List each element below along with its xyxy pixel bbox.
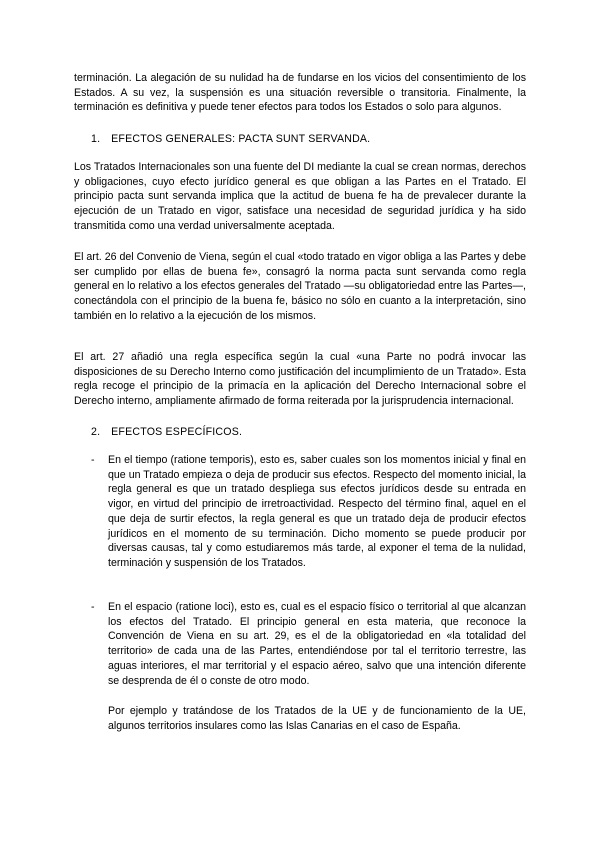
section-title: EFECTOS ESPECÍFICOS. [111,426,243,438]
paragraph-art-26: El art. 26 del Convenio de Viena, según el cual «todo tratado en vigor obliga a las Partes y debe ser cumplido por ellas de buena fe», consagró la norma pacta sunt servanda como regla general en lo relativo a los efectos generales del Tratado —su obligatoriedad entre las Partes—, conectándola con el principio de la buena fe, básico no sólo en cuanto a la interpretación, sino también en lo relativo a la ejecución de los mismos. [74,251,526,322]
section-heading-1 [91,132,521,147]
section-heading-2 [91,425,521,440]
paragraph-art-27: El art. 27 añadió una regla específica según la cual «una Parte no podrá invocar las disposiciones de su Derecho Interno como justificación del incumplimiento de un Tratado». Esta regla recoge el principio de la primacía en la aplicación del Derecho Internacional sobre el Derecho interno, ampliamente afirmado de forma reiterada por la jurisprudencia internacional. [74,351,526,408]
list-item-text: En el tiempo (ratione temporis), esto es, saber cuales son los momentos inicial y final en que un Tratado empieza o deja de producir sus efectos. Respecto del momento inicial, la regla general es que un tratado despliega sus efectos jurídicos desde su entrada en vigor, en virtud del principio de irretroactividad. Respecto del término final, aquel en el que deja de surtir efectos, la regla general es que un tratado deja de producir efectos jurídicos en el momento de su terminación. Dicho momento se puede producir por diversas causas, tal y como estudiaremos más tarde, al exponer el tema de la nulidad, terminación y suspensión de los Tratados. [108,454,526,569]
bullet-marker: - [91,454,95,466]
section-title: EFECTOS GENERALES: PACTA SUNT SERVANDA. [111,133,371,145]
bullet-marker: - [91,601,95,613]
section-number: 2. [91,426,101,438]
intro-paragraph: terminación. La alegación de su nulidad ha de fundarse en los vicios del consentimiento de los Estados. A su vez, la suspensión es una situación reversible o transitoria. Finalmente, la terminación es definitiva y puede tener efectos para todos los Estados o solo para algunos. [74,72,526,114]
paragraph-ue-example: Por ejemplo y tratándose de los Tratados de la UE y de funcionamiento de la UE, algunos territorios insulares como las Islas Canarias en el caso de España. [108,705,526,732]
paragraph-pacta-sunt-servanda: Los Tratados Internacionales son una fuente del DI mediante la cual se crean normas, derechos y obligaciones, cuyo efecto jurídico general es que obligan a las Partes en el Tratado. El principio pacta sunt servanda implica que la actitud de buena fe ha de prevalecer durante la ejecución de un Tratado en vigor, satisface una necesidad de seguridad jurídica y ha sido transmitida como una verdad universalmente aceptada. [74,161,526,232]
list-item-text: En el espacio (ratione loci), esto es, cual es el espacio físico o territorial al que alcanzan los efectos del Tratado. El principio general en esta materia, que reconoce la Convención de Viena en su art. 29, es el de la obligatoriedad en «la totalidad del territorio» de cada una de las Partes, entendiéndose por tal el territorio terrestre, las aguas interiores, el mar territorial y el espacio aéreo, salvo que una intención diferente se desprenda de él o conste de otro modo. [108,601,526,687]
section-number: 1. [91,133,101,145]
